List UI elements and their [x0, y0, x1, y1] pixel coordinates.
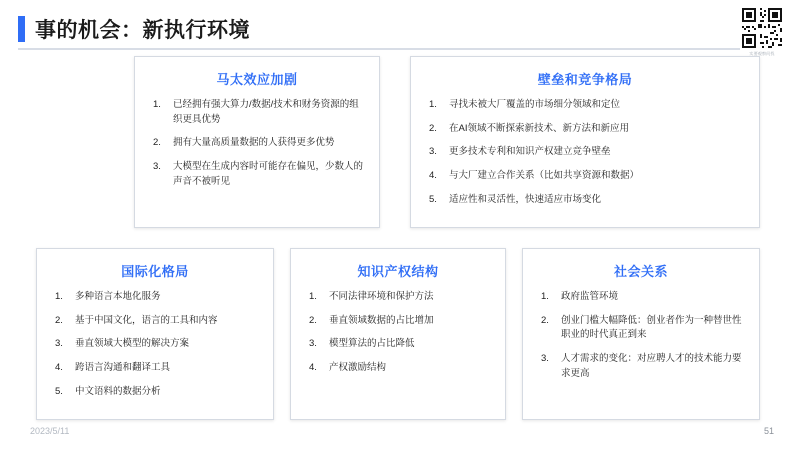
card-list — [425, 98, 745, 208]
title-accent-bar — [18, 16, 25, 42]
card-title: 知识产权结构 — [357, 264, 439, 279]
card-internationalization — [36, 248, 274, 420]
list-item: 拥有大量高质量数据的人获得更多优势 — [173, 137, 335, 149]
list-item: 政府监管环境 — [561, 291, 619, 302]
list-item: 跨语言沟通和翻译工具 — [75, 362, 171, 374]
footer-date: 2023/5/11 — [30, 426, 70, 436]
card-title: 马太效应加剧 — [216, 72, 298, 87]
list-item: 更多技术专利和知识产权建立竞争壁垒 — [449, 146, 611, 158]
list-item: 垂直领域大模型的解决方案 — [75, 338, 190, 350]
list-item: 垂直领域数据的占比增加 — [329, 314, 434, 326]
list-item: 人才需求的变化：对应聘人才的技术能力要求更高 — [561, 353, 742, 379]
qr-caption: 实要观察问找 — [749, 51, 775, 56]
footer-page-number: 51 — [763, 426, 774, 436]
list-item: 不同法律环境和保护方法 — [329, 291, 434, 302]
qr-code-icon — [740, 6, 784, 50]
title-text: 事的机会：新执行环境 — [35, 19, 250, 42]
card-title: 社会关系 — [613, 264, 668, 279]
page-title — [18, 14, 250, 44]
list-item: 模型算法的占比降低 — [329, 338, 415, 350]
list-item: 在AI领域不断探索新技术、新方法和新应用 — [449, 122, 629, 134]
list-item: 大模型在生成内容时可能存在偏见，少数人的声音不被听见 — [173, 161, 364, 187]
list-item: 与大厂建立合作关系（比如共享资源和数据） — [449, 170, 640, 182]
list-item: 中文语料的数据分析 — [75, 385, 161, 397]
card-ip-structure — [290, 248, 506, 420]
list-item: 创业门槛大幅降低：创业者作为一种替世性职业的时代真正到来 — [561, 314, 742, 341]
card-title: 壁垒和竞争格局 — [537, 72, 633, 87]
list-item: 已经拥有强大算力/数据/技术和财务资源的组织更具优势 — [173, 99, 359, 125]
list-item: 产权激励结构 — [329, 362, 387, 374]
card-list — [149, 98, 365, 190]
title-divider — [18, 48, 782, 50]
list-item: 寻找未被大厂覆盖的市场细分领域和定位 — [449, 99, 621, 110]
list-item: 多种语言本地化服务 — [75, 291, 161, 302]
qr-code-block — [738, 6, 786, 57]
list-item: 基于中国文化，语言的工具和内容 — [75, 314, 218, 326]
card-title: 国际化格局 — [121, 264, 189, 279]
card-list — [537, 290, 745, 382]
list-item: 适应性和灵活性，快速适应市场变化 — [449, 193, 602, 205]
card-matthew-effect — [134, 56, 380, 228]
card-barriers-competition — [410, 56, 760, 228]
card-social-relations — [522, 248, 760, 420]
card-list — [305, 290, 491, 376]
card-list — [51, 290, 259, 400]
